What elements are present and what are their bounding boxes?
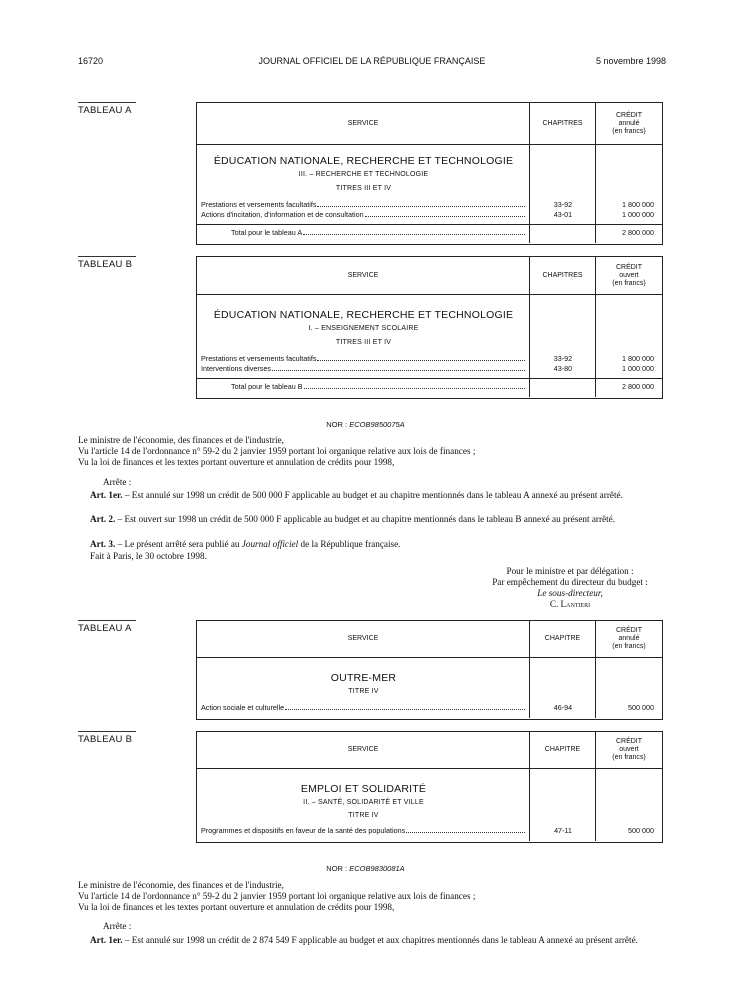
titles-heading: TITRE IV [348, 812, 379, 819]
section-subtitle: I. – ENSEIGNEMENT SCOLAIRE [308, 325, 419, 332]
column-header-credit: CRÉDIT annulé (en francs) [612, 627, 646, 650]
article-3: Art. 3. – Le présent arrêté sera publié au Journal officiel de la République française. [90, 539, 401, 549]
table-body: ÉDUCATION NATIONALE, RECHERCHE ET TECHNOLOGIE I. – ENSEIGNEMENT SCOLAIRE TITRES III ET IV Prestations et versements facultatifs Interventions diverses Total pour le tableau B 33-92 43-80 1 800 000 1 000 000 2 800 000 [197, 295, 662, 397]
issue-date: 5 novembre 1998 [595, 56, 666, 66]
total-amount: 2 800 000 [622, 382, 654, 391]
titles-heading: TITRES III ET IV [335, 339, 392, 346]
table-a-education [196, 102, 663, 245]
nor-code: ECOB9850075A [349, 420, 405, 429]
ministry-title: ÉDUCATION NATIONALE, RECHERCHE ET TECHNOLOGIE [213, 309, 514, 321]
decree-intro: Le ministre de l'économie, des finances et de l'industrie, Vu l'article 14 de l'ordonnance n° 59-2 du 2 janvier 1959 portant loi organique relative aux lois de finances ; Vu la loi de finances et les textes portant ouverture et annulation de crédits pour 1998, [78, 880, 476, 912]
column-header-credit: CRÉDIT ouvert (en francs) [612, 263, 646, 287]
article-1: Art. 1er. – Est annulé sur 1998 un crédit de 500 000 F applicable au budget et au chapitre mentionnés dans le tableau A annexé au présent arrêté. [90, 490, 623, 500]
table-header-row [197, 732, 662, 769]
list-item: Action sociale et culturelle [201, 703, 526, 712]
decree-intro: Le ministre de l'économie, des finances et de l'industrie, Vu l'article 14 de l'ordonnance n° 59-2 du 2 janvier 1959 portant loi organique relative aux lois de finances ; Vu la loi de finances et les textes portant ouverture et annulation de crédits pour 1998, [78, 435, 476, 467]
column-header-chapitres: CHAPITRES [530, 257, 596, 294]
page-header [78, 56, 666, 70]
page-number: 16720 [78, 56, 104, 66]
section-subtitle: III. – RECHERCHE ET TECHNOLOGIE [298, 171, 429, 178]
column-header-chapitre: CHAPITRE [530, 621, 596, 657]
journal-title: JOURNAL OFFICIEL DE LA RÉPUBLIQUE FRANÇAISE [258, 56, 486, 66]
table-a-label: TABLEAU A [78, 620, 136, 634]
table-b-label: TABLEAU B [78, 731, 136, 745]
column-header-chapitre: CHAPITRE [530, 732, 596, 768]
column-header-service: SERVICE [197, 621, 530, 657]
table-a-label: TABLEAU A [78, 102, 136, 116]
ministry-title: ÉDUCATION NATIONALE, RECHERCHE ET TECHNOLOGIE [213, 155, 514, 167]
list-item: Prestations et versements facultatifs [201, 200, 526, 209]
table-header-row [197, 103, 662, 145]
done-at: Fait à Paris, le 30 octobre 1998. [90, 551, 207, 561]
table-header-row [197, 257, 662, 295]
arrete-heading: Arrête : [103, 921, 132, 931]
table-b-label: TABLEAU B [78, 256, 136, 270]
total-amount: 2 800 000 [622, 228, 654, 237]
nor-reference: NOR : ECOB9830081A [326, 864, 405, 873]
arrete-heading: Arrête : [103, 477, 132, 487]
nor-reference: NOR : ECOB9850075A [326, 420, 405, 429]
column-header-service: SERVICE [197, 103, 530, 144]
column-header-chapitres: CHAPITRES [530, 103, 596, 144]
section-subtitle: II. – SANTÉ, SOLIDARITÉ ET VILLE [303, 799, 424, 806]
table-b-education [196, 256, 663, 399]
list-item: Actions d'incitation, d'information et de consultation [201, 210, 526, 219]
table-body: ÉDUCATION NATIONALE, RECHERCHE ET TECHNOLOGIE III. – RECHERCHE ET TECHNOLOGIE TITRES III ET IV Prestations et versements facultatifs Actions d'incitation, d'information et de consultation Total pour le tableau A 33-92 43-01 1 800 000 1 000 000 2 800 000 [197, 145, 662, 243]
list-item: Prestations et versements facultatifs [201, 354, 526, 363]
list-item: Programmes et dispositifs en faveur de la santé des populations [201, 826, 526, 835]
table-body: OUTRE-MER TITRE IV Action sociale et culturelle 46-94 500 000 [197, 658, 662, 718]
article-2: Art. 2. – Est ouvert sur 1998 un crédit de 500 000 F applicable au budget et au chapitre mentionnés dans le tableau B annexé au présent arrêté. [90, 514, 616, 524]
titles-heading: TITRES III ET IV [335, 185, 392, 192]
signature-block: Pour le ministre et par délégation : Par empêchement du directeur du budget : Le sous-directeur, C. Lantieri [420, 566, 720, 610]
total-row: Total pour le tableau A [231, 228, 526, 237]
table-a-outre-mer [196, 620, 663, 720]
table-header-row [197, 621, 662, 658]
total-row: Total pour le tableau B [231, 382, 526, 391]
list-item: Interventions diverses [201, 364, 526, 373]
column-header-credit: CRÉDIT annulé (en francs) [612, 111, 646, 135]
column-header-service: SERVICE [197, 732, 530, 768]
column-header-credit: CRÉDIT ouvert (en francs) [612, 738, 646, 761]
ministry-title: OUTRE-MER [330, 672, 397, 684]
nor-code: ECOB9830081A [349, 864, 405, 873]
table-b-emploi [196, 731, 663, 843]
signatory-name: C. Lantieri [549, 599, 591, 609]
ministry-title: EMPLOI ET SOLIDARITÉ [300, 783, 427, 795]
titles-heading: TITRE IV [348, 688, 379, 695]
table-body: EMPLOI ET SOLIDARITÉ II. – SANTÉ, SOLIDARITÉ ET VILLE TITRE IV Programmes et dispositifs en faveur de la santé des populations 47-11 500 000 [197, 769, 662, 841]
column-header-service: SERVICE [197, 257, 530, 294]
article-1: Art. 1er. – Est annulé sur 1998 un crédit de 2 874 549 F applicable au budget et aux chapitres mentionnés dans le tableau A annexé au présent arrêté. [90, 935, 638, 945]
